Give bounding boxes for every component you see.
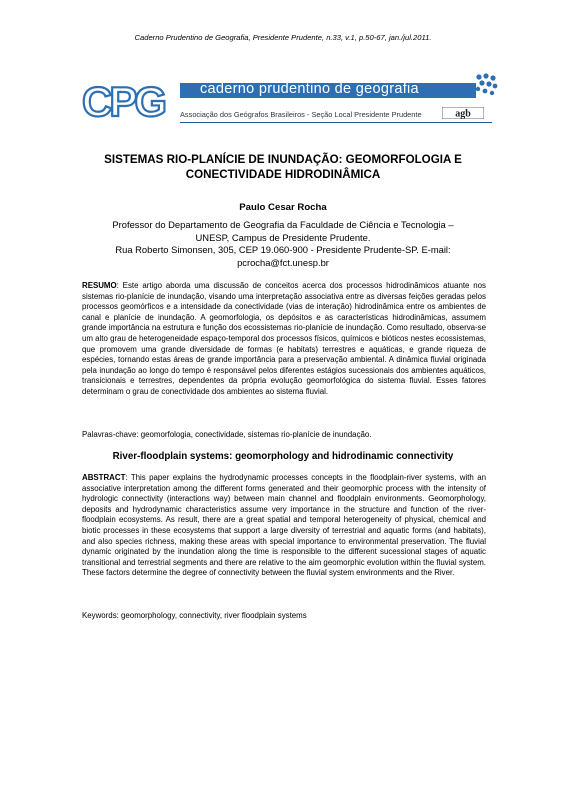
resumo-text: : Este artigo aborda uma discussão de conceitos acerca dos processos hidrodinâmicos atuante nos sistemas rio-planície de inundação, visando uma interpretação associativa entre as diversas feições geradas pelos processos geomórficos e a intensidade da conectividade (vias de interação) hidrodinâmica entre os ambientes de canal e planície de inundação. A geomorfologia, os depósitos e as características hidrodinâmicas, assumem grande importância na estrutura e função dos ecossistemas rio-planície de inundação. Como resultado, observa-se um alto grau de heterogeneidade espaço-temporal dos processos físicos, químicos e bióticos nestes ecossistemas, que promovem uma grande diversidade de formas (e habitats) terrestres e aquáticas, e grande riqueza de espécies, tornando estas áreas de grande importância para a preservação ambiental. A dinâmica fluvial originada pela inundação ao longo do tempo é responsável pelos diferentes estágios sucessionais dos ambientes aquáticos, transicionais e terrestres, dependentes da própria evolução geomorfológica do sistema fluvial. Esses fatores determinam o grau de conectividade dos ambientes ao sistema fluvial. [82,281,486,396]
author-affiliation [82,219,484,269]
agb-mark [442,107,484,119]
banner-rule [180,122,492,123]
abstract-text: : This paper explains the hydrodynamic processes concepts in the floodplain-river systems, with an associative interpretation among the different forms generated and their geomorphic process with the intensity of hydrologic connectivity (interactions way) between main channel and floodplain environments. Geomorphology, deposits and hydrodynamic characteristics assume very importance in the structure and function of the river-floodplain ecosystems. As result, there are a great spatial and temporal heterogeneity of physical, chemical and biotic processes in these ecosystems that support a large diversity of terrestrial and aquatic forms (and habitats), and also species richness, making these areas with special importance to environmental preservation. The fluvial dynamic originated by the inundation along the time is responsible to the different sucessional stages of aquatic transitional and terrestrial segments and there are relative to the aim geomorphic evolution within the fluvial system. These factors determine the degree of connectivity between the fluvial system environments and the River. [82,473,486,578]
affiliation-line: UNESP, Campus de Presidente Prudente. [195,231,371,243]
keywords-portuguese: Palavras-chave: geomorfologia, conectividade, sistemas rio-planície de inundação. [82,430,372,439]
journal-banner [82,66,492,128]
affiliation-line: Professor do Departamento de Geografia da Faculdade de Ciência e Tecnologia – [112,219,454,230]
author-name: Paulo Cesar Rocha [239,202,327,213]
logo-text: CPG [82,80,165,120]
article-title [60,152,506,182]
abstract-paragraph [82,473,486,579]
affiliation-line: Rua Roberto Simonsen, 305, CEP 19.060-900 - Presidente Prudente-SP. E-mail: [115,244,451,256]
resumo-paragraph [82,281,486,398]
journal-name: caderno prudentino de geografia [200,81,419,97]
svg-text:agb: agb [455,108,471,119]
association-line: Associação dos Geógrafos Brasileiros - Seção Local Presidente Prudente [180,110,422,119]
running-header: Caderno Prudentino de Geografia, Presidente Prudente, n.33, v.1, p.50-67, jan./jul.2011. [134,33,432,42]
title-line-1: SISTEMAS RIO-PLANÍCIE DE INUNDAÇÃO: GEOMORFOLOGIA E [104,153,462,166]
title-line-2: CONECTIVIDADE HIDRODINÂMICA [185,168,381,181]
affiliation-line: pcrocha@fct.unesp.br [237,256,329,268]
abstract-label: ABSTRACT [82,473,126,482]
resumo-label: RESUMO [82,281,117,290]
keywords-english: Keywords: geomorphology, connectivity, river floodplain systems [82,611,307,620]
cpg-logo [82,80,174,120]
dots-ornament [474,72,498,102]
english-title: River-floodplain systems: geomorphology and hidrodinamic connectivity [112,451,454,462]
